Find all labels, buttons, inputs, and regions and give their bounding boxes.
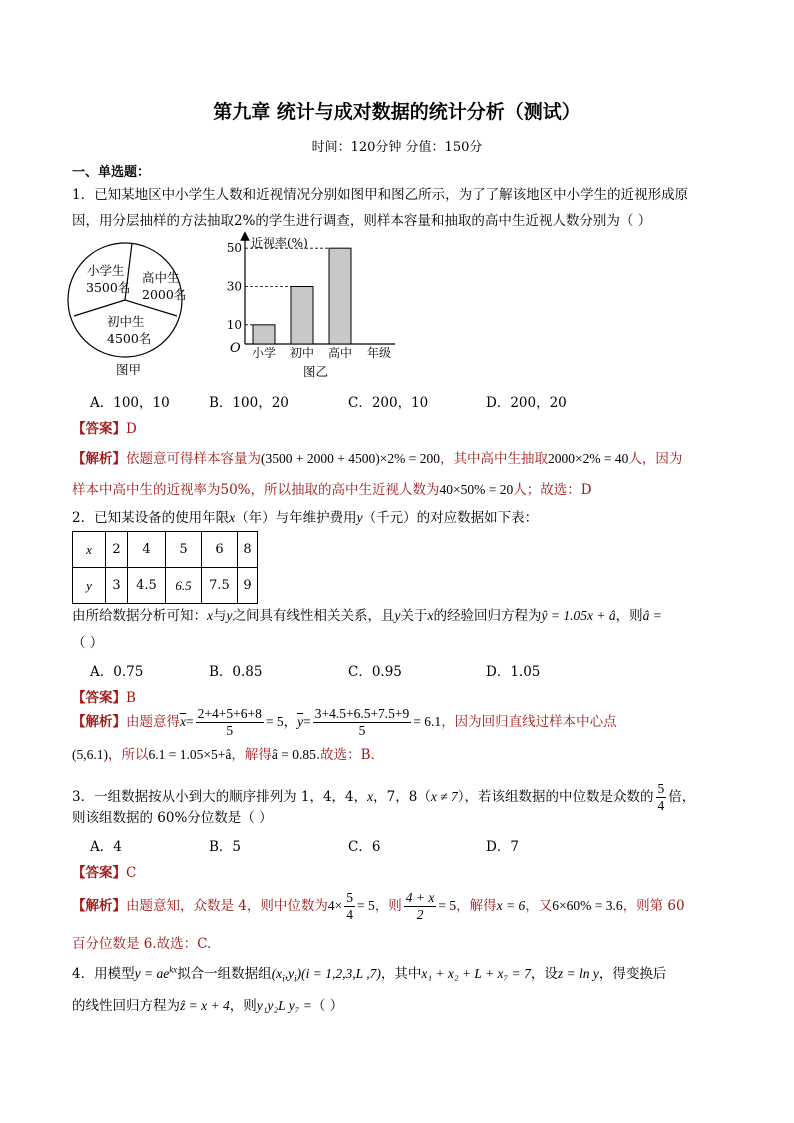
answer-value: D <box>126 421 137 437</box>
math-var: x <box>367 789 374 804</box>
q2-option-b: B．0.85 <box>209 664 263 680</box>
formula: â = <box>642 608 662 623</box>
q2-option-d: D．1.05 <box>486 664 541 680</box>
fraction <box>313 706 412 739</box>
fraction <box>656 781 667 814</box>
table-cell: 6.5 <box>166 568 202 604</box>
math-var: x <box>207 608 213 623</box>
analysis-text: ，所以 <box>108 747 149 763</box>
y-axis-label: 近视率(%) <box>251 236 308 250</box>
text: 拟合一组数据组 <box>177 966 272 982</box>
pie-value-middle: 4500名 <box>107 331 152 346</box>
text: 的经验回归方程为 <box>433 608 542 624</box>
denominator: 4 <box>657 798 665 813</box>
formula: ŷ = 1.05x + â <box>541 608 616 623</box>
data-table <box>72 531 258 604</box>
q4-text-line2 <box>72 994 343 1014</box>
text: ），若该组数据的中位数是众数的 <box>457 789 654 805</box>
formula: = 6.1 <box>413 714 442 729</box>
bar-小学 <box>253 325 275 344</box>
table-cell: 5 <box>166 532 202 568</box>
table-cell: 4.5 <box>128 568 166 604</box>
q2-analysis-line1 <box>72 703 617 741</box>
formula: 40×50% = 20 <box>439 482 514 497</box>
math-var: x <box>427 608 434 623</box>
math-var: y <box>356 510 363 525</box>
formula-part: (x <box>271 966 283 981</box>
q1-option-b: B．100，20 <box>209 395 289 411</box>
x-axis-label: 年级 <box>367 346 392 360</box>
q2-option-a: A．0.75 <box>90 664 144 680</box>
q3-option-a: A．4 <box>90 839 122 855</box>
answer-tag: 【答案】 <box>72 865 126 881</box>
text: （年）与年维护费用 <box>235 510 357 526</box>
exam-info: 时间：120分钟 分值：150分 <box>311 140 483 155</box>
analysis-tag: 【解析】 <box>72 714 126 730</box>
table-row <box>73 568 258 604</box>
q1-option-c: C．200，10 <box>348 395 429 411</box>
numerator: 3+4.5+6.5+7.5+9 <box>314 706 410 721</box>
analysis-text: 人；故选：D <box>513 482 592 498</box>
analysis-text: 人，因为 <box>628 451 683 467</box>
q3-answer <box>72 861 136 881</box>
formula: $(x_i,y_i)$ <box>271 966 302 984</box>
analysis-text: .故选：B. <box>315 747 375 763</box>
text: （千元）的对应数据如下表： <box>362 510 539 526</box>
formula: = 5 <box>438 898 457 913</box>
pie-chart-figure <box>60 240 210 380</box>
analysis-tag: 【解析】 <box>72 451 126 467</box>
analysis-text: 样本中高中生的近视率为50%，所以抽取的高中生近视人数为 <box>72 482 440 498</box>
numerator: 5 <box>657 781 665 796</box>
bar-chart-figure <box>225 230 425 382</box>
q3-text-line2: 则该组数据的 60%分位数是（ ） <box>72 810 273 826</box>
bar-chart-caption: 图乙 <box>303 364 329 379</box>
analysis-text: ，解得 <box>456 898 497 914</box>
pie-label-middle: 初中生 <box>107 314 145 329</box>
formula: z = ln y <box>557 966 599 981</box>
formula: = <box>303 714 311 729</box>
q2-text-line2 <box>72 604 662 624</box>
formula: y₁y₂L y₇ = <box>256 998 312 1013</box>
q3-option-c: C．6 <box>348 839 381 855</box>
text: ，则 <box>615 608 643 624</box>
formula: kx <box>169 964 178 975</box>
q2-text-line1 <box>72 506 538 526</box>
formula: ẑ = x + 4 <box>180 998 230 1013</box>
numerator: 5 <box>346 890 354 905</box>
denominator: 5 <box>226 723 234 738</box>
denominator: 2 <box>416 907 424 922</box>
category-label: 小学 <box>251 346 277 360</box>
table-cell: 6 <box>202 532 238 568</box>
origin-label: O <box>230 341 241 356</box>
math-var: y <box>394 608 401 623</box>
text: 3．一组数据按从小到大的顺序排列为 1，4，4， <box>72 789 368 805</box>
bar-初中 <box>291 287 313 345</box>
fraction <box>196 706 264 739</box>
numerator: 2+4+5+6+8 <box>197 706 262 721</box>
formula: = <box>186 714 194 729</box>
analysis-text: ，解得 <box>231 747 272 763</box>
table-cell: 8 <box>238 532 258 568</box>
formula: = 5 <box>357 898 375 913</box>
q1-analysis-line2 <box>72 478 592 498</box>
text: 的线性回归方程为 <box>72 998 180 1014</box>
table-cell: 7.5 <box>202 568 238 604</box>
q4-text-line1 <box>72 962 666 984</box>
analysis-text: ，则第 60 <box>622 898 685 914</box>
pie-label-high: 高中生 <box>142 270 180 285</box>
analysis-tag: 【解析】 <box>72 898 126 914</box>
text: （ ） <box>311 998 344 1014</box>
table-cell: 9 <box>238 568 258 604</box>
table-row <box>73 532 258 568</box>
formula: 4× <box>327 898 343 913</box>
text: ，则 <box>229 998 257 1014</box>
q1-analysis-line1 <box>72 447 682 467</box>
analysis-text: 由题意得 <box>126 714 180 730</box>
formula: x₁ + x₂ + L + x₇ = 7 <box>421 966 531 981</box>
text: ，7，8（ <box>373 789 431 805</box>
q3-option-d: D．7 <box>486 839 519 855</box>
pie-value-primary: 3500名 <box>86 280 131 295</box>
math-var: x <box>229 510 236 525</box>
q1-option-d: D．200，20 <box>486 395 567 411</box>
section-heading: 一、单选题： <box>72 165 151 180</box>
pie-value-high: 2000名 <box>142 287 187 302</box>
table-cell: 4 <box>128 532 166 568</box>
q3-analysis-line2: 百分位数是 6.故选：C. <box>72 936 212 952</box>
fraction <box>344 890 355 923</box>
y-tick-label: 10 <box>226 317 242 332</box>
formula: (5,6.1) <box>72 747 108 762</box>
text: 由所给数据分析可知： <box>72 608 207 624</box>
formula: $\overline{y}$ <box>297 714 304 729</box>
q2-option-c: C．0.95 <box>348 664 402 680</box>
formula: â = 0.85 <box>271 747 316 762</box>
table-cell: 3 <box>106 568 128 604</box>
text: 2．已知某设备的使用年限 <box>72 510 230 526</box>
formula: 6.1 = 1.05×5+â <box>148 747 232 762</box>
numerator: 4 + x <box>405 890 435 905</box>
fraction <box>404 890 437 923</box>
formula: y = ae <box>134 966 170 981</box>
text: ，设 <box>530 966 558 982</box>
bar-高中 <box>329 248 351 344</box>
pie-label-primary: 小学生 <box>87 263 125 278</box>
text: ，其中 <box>380 966 422 982</box>
text: 4．用模型 <box>72 966 135 982</box>
table-cell: x <box>73 532 106 568</box>
formula: x = 6 <box>496 898 526 913</box>
formula: (3500 + 2000 + 4500)×2% = 200 <box>261 451 440 466</box>
formula: $\overline{x}$ <box>180 714 186 729</box>
q1-answer <box>72 417 137 437</box>
table-cell: y <box>73 568 106 604</box>
category-label: 高中 <box>327 346 353 360</box>
analysis-text: ，则 <box>374 898 402 914</box>
q2-text-line3: （ ） <box>72 635 104 651</box>
q1-option-a: A．100，10 <box>90 395 170 411</box>
text: 倍， <box>668 789 696 805</box>
formula: x ≠ 7 <box>430 789 458 804</box>
formula: 6×60% = 3.6 <box>552 898 623 913</box>
formula: = 5， <box>265 714 298 729</box>
text: ，得变换后 <box>598 966 667 982</box>
text: 之间具有线性相关关系，且 <box>232 608 395 624</box>
category-label: 初中 <box>289 346 315 360</box>
analysis-text: 由题意知，众数是 4，则中位数为 <box>126 898 328 914</box>
formula: 2000×2% = 40 <box>547 451 629 466</box>
q3-analysis-line1 <box>72 887 685 925</box>
analysis-text: ，其中高中生抽取 <box>439 451 548 467</box>
y-tick-label: 30 <box>226 279 242 294</box>
q2-analysis-line2 <box>72 743 375 763</box>
page-title: 第九章 统计与成对数据的统计分析（测试） <box>213 101 581 123</box>
answer-tag: 【答案】 <box>72 421 126 437</box>
denominator: 5 <box>358 723 366 738</box>
analysis-text: 依题意可得样本容量为 <box>126 451 261 467</box>
y-tick-label: 50 <box>226 241 242 256</box>
math-var: y <box>226 608 233 623</box>
answer-value: B <box>126 690 136 706</box>
text: 关于 <box>400 608 428 624</box>
answer-tag: 【答案】 <box>72 690 126 706</box>
table-cell: 2 <box>106 532 128 568</box>
pie-caption: 图甲 <box>116 362 142 377</box>
analysis-text: ，又 <box>525 898 553 914</box>
denominator: 4 <box>346 907 354 922</box>
text: 与 <box>213 608 227 624</box>
formula: (i = 1,2,3,L ,7) <box>301 966 381 981</box>
analysis-text: ，因为回归直线过样本中心点 <box>441 714 617 730</box>
q1-text-line2: 因，用分层抽样的方法抽取2%的学生进行调查，则样本容量和抽取的高中生近视人数分别为（ ） <box>72 213 652 229</box>
q3-option-b: B．5 <box>209 839 242 855</box>
answer-value: C <box>126 865 137 881</box>
q1-text-line1: 1．已知某地区中小学生人数和近视情况分别如图甲和图乙所示，为了了解该地区中小学生的近视形成原 <box>72 187 689 203</box>
